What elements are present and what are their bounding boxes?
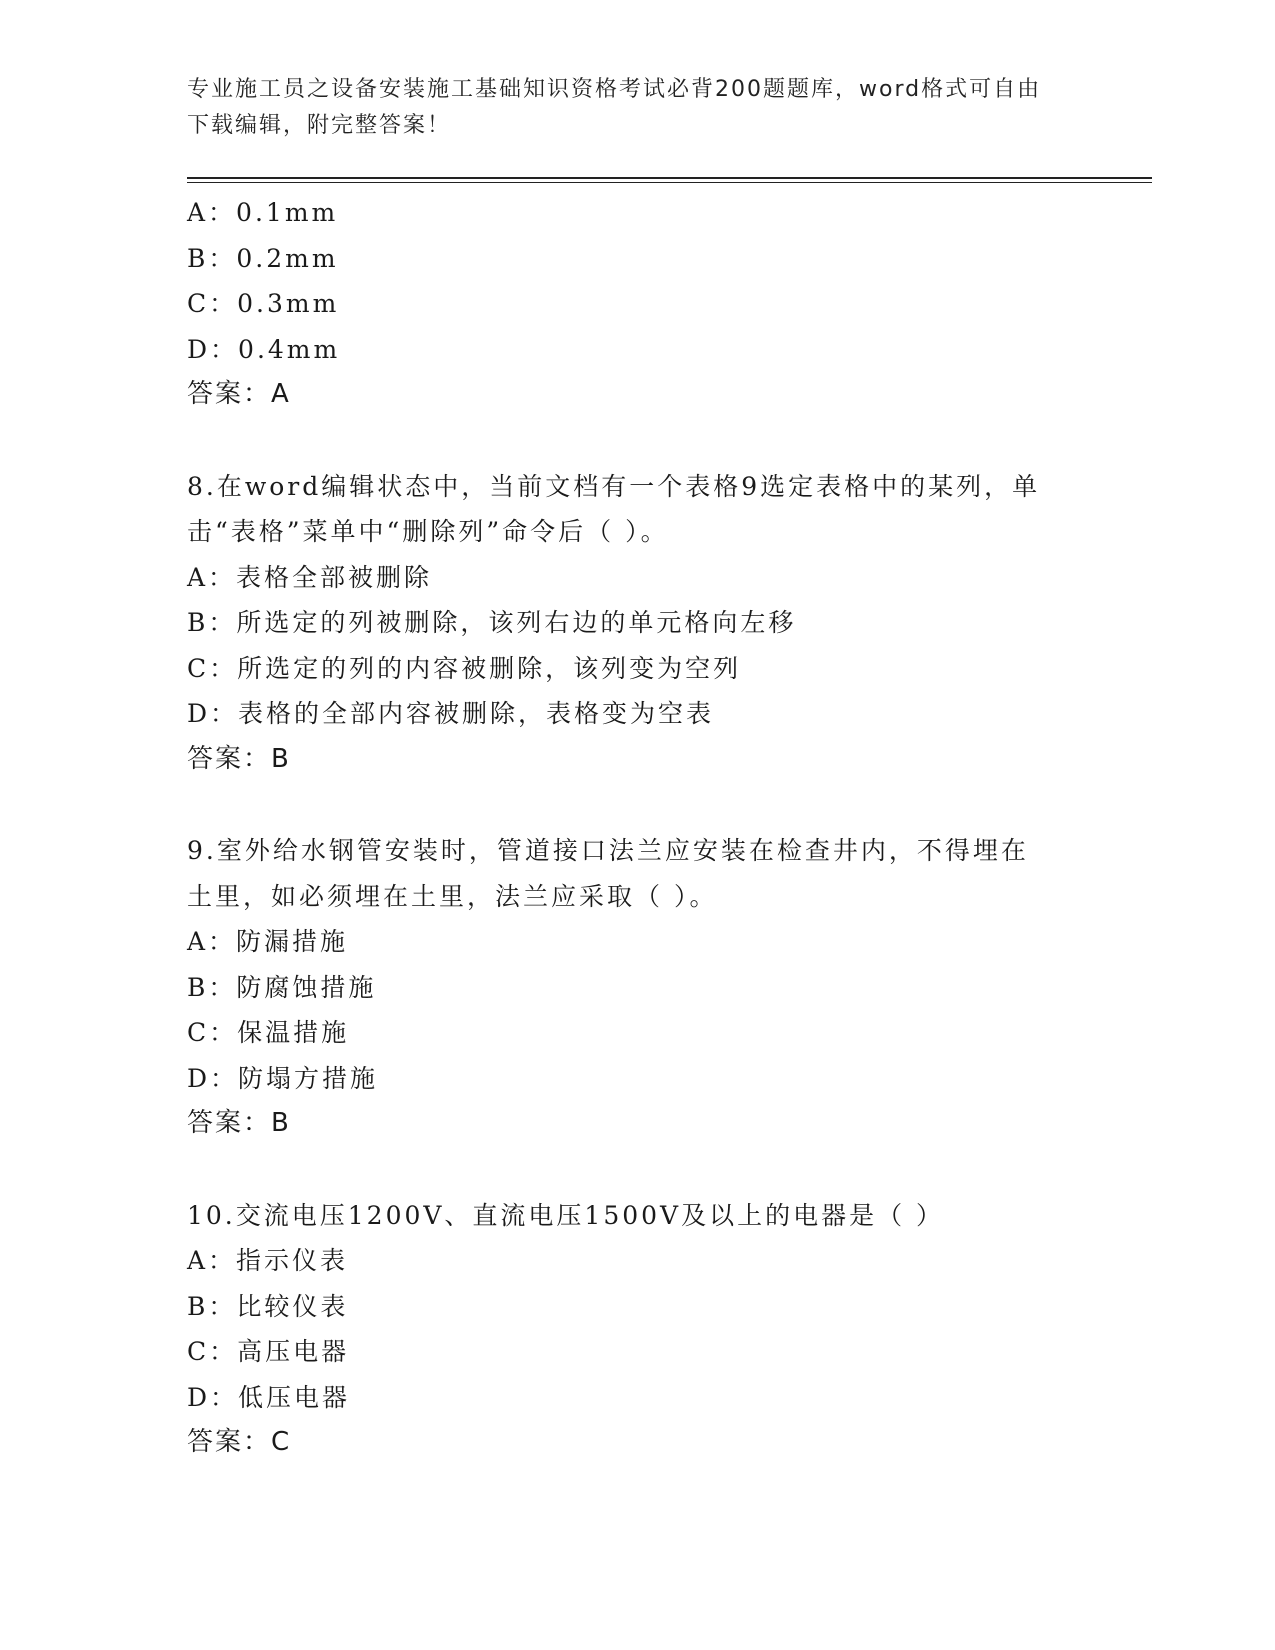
question-text-line-2: 土里，如必须埋在土里，法兰应采取（ ）。	[187, 881, 718, 911]
question-text-line-1: 8.在word编辑状态中，当前文档有一个表格9选定表格中的某列，单	[187, 471, 1041, 501]
option-c: C：0.3mm	[187, 289, 340, 318]
option-b: B：0.2mm	[187, 243, 339, 273]
answer-line: 答案：C	[187, 1427, 292, 1457]
option-b: B：所选定的列被删除，该列右边的单元格向左移	[187, 608, 797, 637]
question-text-line-2: 击“表格”菜单中“删除列”命令后（ ）。	[187, 517, 669, 546]
option-a: A：0.1mm	[187, 198, 339, 227]
answer-line: 答案：B	[187, 743, 291, 774]
option-a: A：指示仪表	[187, 1246, 349, 1275]
header-line-1: 专业施工员之设备安装施工基础知识资格考试必背200题题库，word格式可自由	[187, 77, 1042, 102]
question-text-line-1: 10.交流电压1200V、直流电压1500V及以上的电器是（ ）	[187, 1200, 945, 1230]
option-c: C：保温措施	[187, 1018, 350, 1047]
question-block-8	[187, 464, 1087, 783]
option-d: D：0.4mm	[187, 334, 341, 364]
header-divider-thin	[187, 182, 1152, 183]
header-line-2: 下载编辑，附完整答案！	[187, 113, 452, 138]
option-d: D：表格的全部内容被删除，表格变为空表	[187, 699, 715, 728]
answer-line: 答案：B	[187, 1108, 291, 1138]
document-header	[187, 72, 1067, 144]
header-divider-thick	[187, 177, 1152, 179]
option-a: A：表格全部被删除	[187, 562, 433, 592]
question-block-7	[187, 190, 1087, 418]
option-b: B：比较仪表	[187, 1291, 349, 1321]
question-list	[187, 190, 1087, 1466]
question-text-line-1: 9.室外给水钢管安装时，管道接口法兰应安装在检查井内，不得埋在	[187, 836, 1029, 865]
answer-line: 答案：A	[187, 379, 291, 409]
option-c: C：所选定的列的内容被删除，该列变为空列	[187, 653, 742, 683]
option-a: A：防漏措施	[187, 927, 349, 956]
option-d: D：防塌方措施	[187, 1063, 379, 1093]
option-b: B：防腐蚀措施	[187, 972, 377, 1002]
option-c: C：高压电器	[187, 1337, 350, 1366]
question-block-9	[187, 828, 1087, 1147]
question-block-10	[187, 1193, 1087, 1466]
option-d: D：低压电器	[187, 1382, 351, 1412]
